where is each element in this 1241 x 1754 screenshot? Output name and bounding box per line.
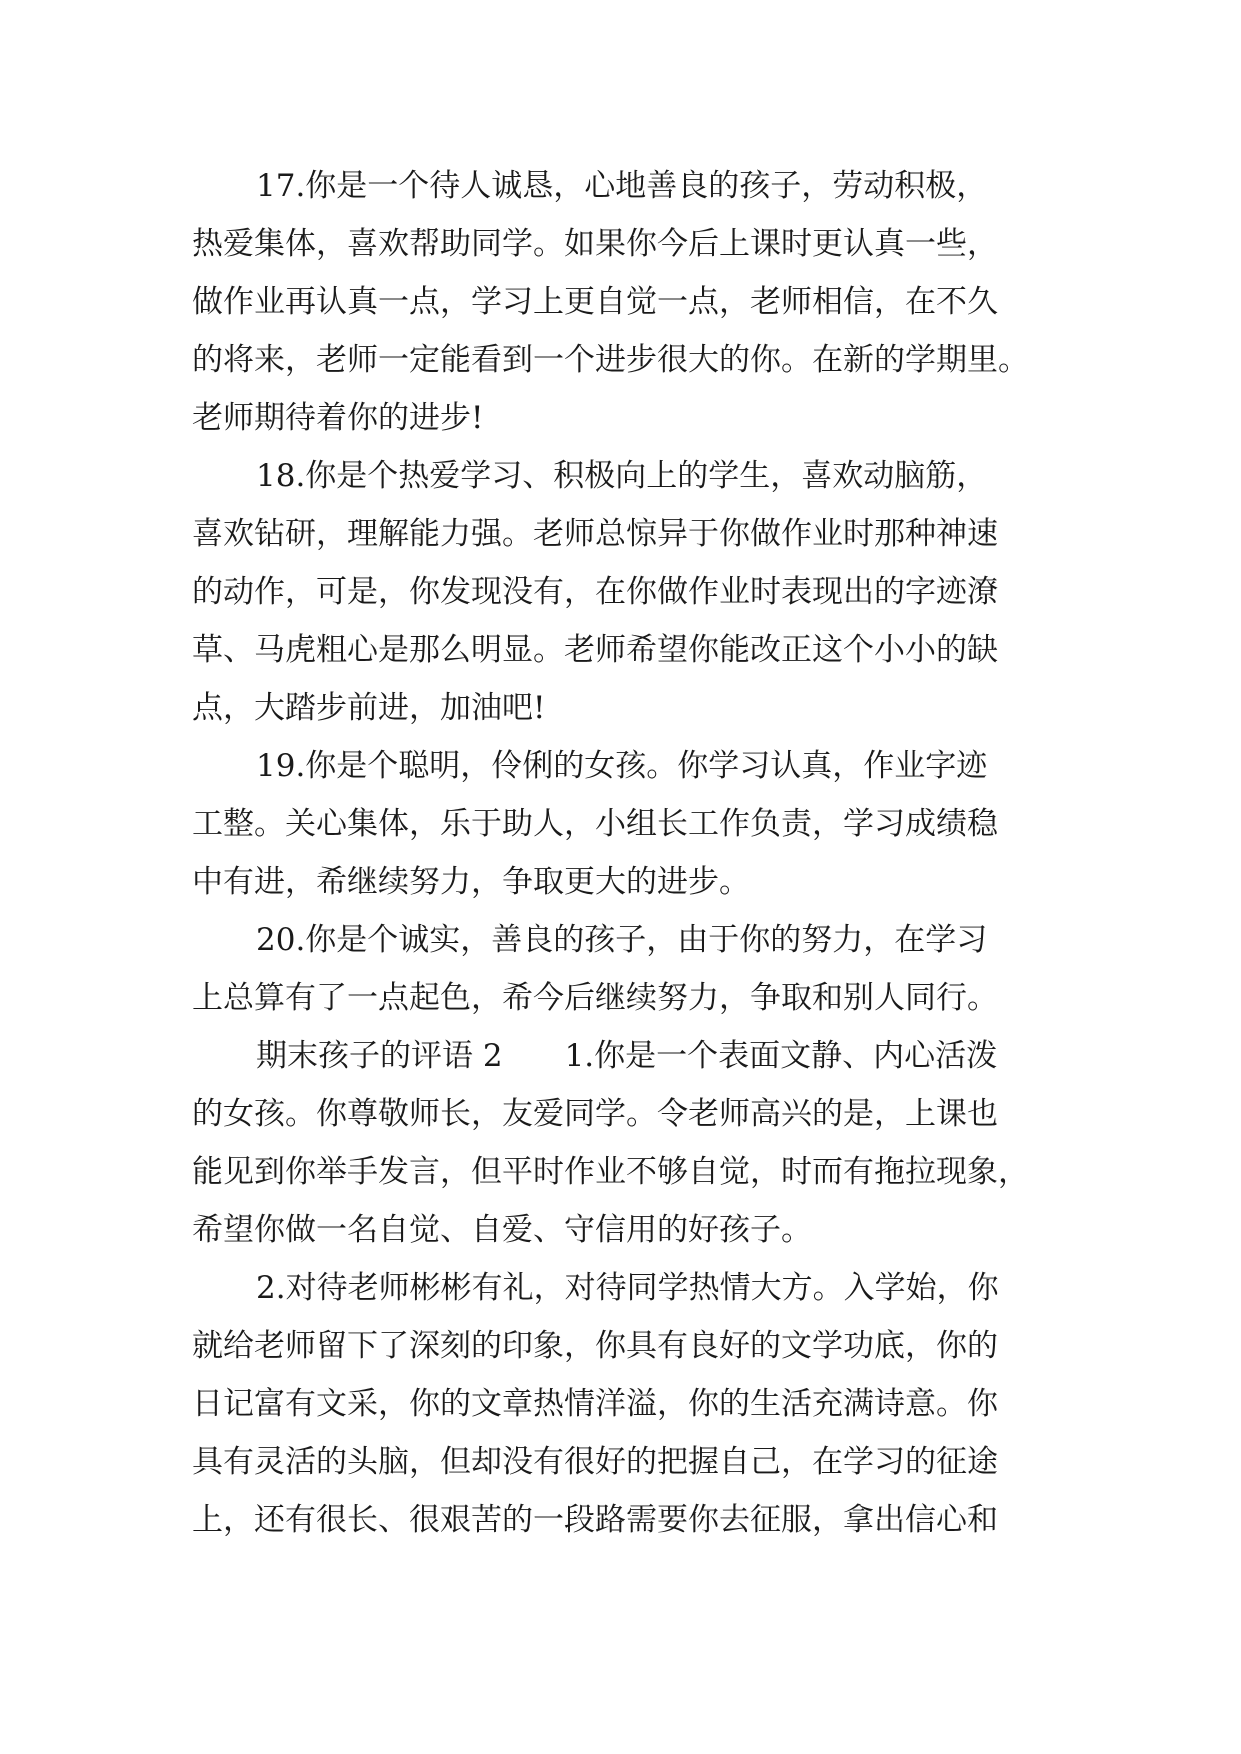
text-line: 具有灵活的头脑，但却没有很好的把握自己，在学习的征途 bbox=[192, 1444, 998, 1480]
text-line: 的女孩。你尊敬师长，友爱同学。令老师高兴的是，上课也 bbox=[192, 1096, 998, 1132]
text-line: 18.你是个热爱学习、积极向上的学生，喜欢动脑筋， bbox=[256, 458, 988, 494]
text-line: 能见到你举手发言，但平时作业不够自觉，时而有拖拉现象， bbox=[192, 1154, 1029, 1190]
text-line: 2.对待老师彬彬有礼，对待同学热情大方。入学始，你 bbox=[256, 1270, 999, 1306]
text-line: 日记富有文采，你的文章热情洋溢，你的生活充满诗意。你 bbox=[192, 1386, 998, 1422]
text-line: 草、马虎粗心是那么明显。老师希望你能改正这个小小的缺 bbox=[192, 632, 998, 668]
text-line: 喜欢钻研，理解能力强。老师总惊异于你做作业时那种神速 bbox=[192, 516, 998, 552]
text-line: 期末孩子的评语 2 1.你是一个表面文静、内心活泼 bbox=[256, 1038, 998, 1074]
text-line: 上总算有了一点起色，希今后继续努力，争取和别人同行。 bbox=[192, 980, 998, 1016]
text-line: 19.你是个聪明，伶俐的女孩。你学习认真，作业字迹 bbox=[256, 748, 988, 784]
text-line: 点，大踏步前进，加油吧! bbox=[192, 690, 546, 726]
text-line: 上，还有很长、很艰苦的一段路需要你去征服，拿出信心和 bbox=[192, 1502, 998, 1538]
text-line: 就给老师留下了深刻的印象，你具有良好的文学功底，你的 bbox=[192, 1328, 998, 1364]
text-line: 老师期待着你的进步! bbox=[192, 400, 484, 436]
text-line: 20.你是个诚实，善良的孩子，由于你的努力，在学习 bbox=[256, 922, 988, 958]
text-line: 的将来，老师一定能看到一个进步很大的你。在新的学期里。 bbox=[192, 342, 1029, 378]
text-line: 热爱集体，喜欢帮助同学。如果你今后上课时更认真一些， bbox=[192, 226, 998, 262]
text-line: 工整。关心集体，乐于助人，小组长工作负责，学习成绩稳 bbox=[192, 806, 998, 842]
text-line: 做作业再认真一点，学习上更自觉一点，老师相信，在不久 bbox=[192, 284, 998, 320]
text-line: 的动作，可是，你发现没有，在你做作业时表现出的字迹潦 bbox=[192, 574, 998, 610]
text-line: 希望你做一名自觉、自爱、守信用的好孩子。 bbox=[192, 1212, 812, 1248]
text-line: 中有进，希继续努力，争取更大的进步。 bbox=[192, 864, 750, 900]
text-line: 17.你是一个待人诚恳，心地善良的孩子，劳动积极， bbox=[256, 168, 988, 204]
